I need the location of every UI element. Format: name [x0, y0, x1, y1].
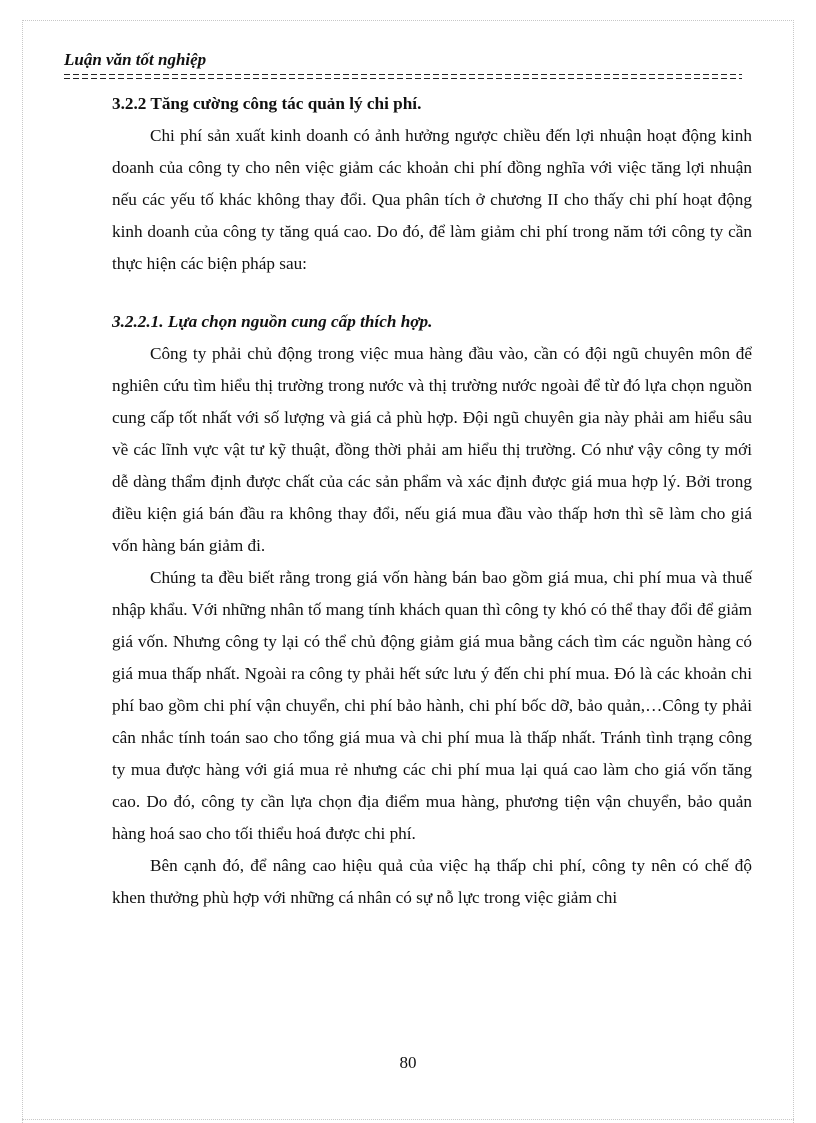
- paragraph-gap: [112, 280, 752, 306]
- paragraph-reward-policy: Bên cạnh đó, để nâng cao hiệu quả của việc hạ thấp chi phí, công ty nên có chế độ khen thưởng phù hợp với những cá nhân có sự nỗ lực trong việc giảm chi: [112, 856, 752, 907]
- page-number: 80: [399, 1053, 417, 1072]
- section-heading: 3.2.2 Tăng cường công tác quản lý chi phí.: [112, 94, 422, 113]
- paragraph-cost-of-goods: Chúng ta đều biết rằng trong giá vốn hàng bán bao gồm giá mua, chi phí mua và thuế nhập khẩu. Với những nhân tố mang tính khách quan thì công ty khó có thể thay đổi để giảm giá vốn. Nhưng công ty lại có thể chủ động giảm giá mua bằng cách tìm các nguồn hàng có giá mua thấp nhất. Ngoài ra công ty phải hết sức lưu ý đến chi phí mua. Đó là các khoản chi phí bao gồm chi phí vận chuyển, chi phí bảo hành, chi phí bốc dỡ, bảo quản,…Công ty phải cân nhắc tính toán sao cho tổng giá mua và chi phí mua là thấp nhất. Tránh tình trạng công ty mua được hàng với giá mua rẻ nhưng các chi phí mua lại quá cao làm cho giá vốn tăng cao. Do đó, công ty cần lựa chọn địa điểm mua hàng, phương tiện vận chuyển, bảo quản hàng hoá sao cho tối thiểu hoá được chi phí.: [112, 568, 752, 843]
- page-bottom-border: [22, 1119, 794, 1120]
- header-title: Luận văn tốt nghiệp: [64, 50, 207, 69]
- header-double-rule: [64, 74, 742, 79]
- subsection-heading: 3.2.2.1. Lựa chọn nguồn cung cấp thích hợp.: [112, 312, 433, 331]
- paragraph-supplier-selection: Công ty phải chủ động trong việc mua hàng đầu vào, cần có đội ngũ chuyên môn để nghiên cứu tìm hiểu thị trường trong nước và thị trường nước ngoài để từ đó lựa chọn nguồn cung cấp tốt nhất với số lượng và giá cả phù hợp. Đội ngũ chuyên gia này phải am hiểu sâu về các lĩnh vực vật tư kỹ thuật, đồng thời phải am hiểu thị trường. Có như vậy công ty mới dễ dàng thẩm định được chất của các sản phẩm và xác định được giá mua hợp lý. Bởi trong điều kiện giá bán đầu ra không thay đổi, nếu giá mua đầu vào thấp hơn thì sẽ làm cho giá vốn hàng bán giảm đi.: [112, 344, 752, 555]
- body-text: [112, 88, 752, 914]
- section-intro-paragraph: Chi phí sản xuất kinh doanh có ảnh hưởng ngược chiều đến lợi nhuận hoạt động kinh doanh của công ty cho nên việc giảm các khoản chi phí đồng nghĩa với việc tăng lợi nhuận nếu các yếu tố khác không thay đổi. Qua phân tích ở chương II cho thấy chi phí hoạt động kinh doanh của công ty tăng quá cao. Do đó, để làm giảm chi phí trong năm tới công ty cần thực hiện các biện pháp sau:: [112, 126, 752, 273]
